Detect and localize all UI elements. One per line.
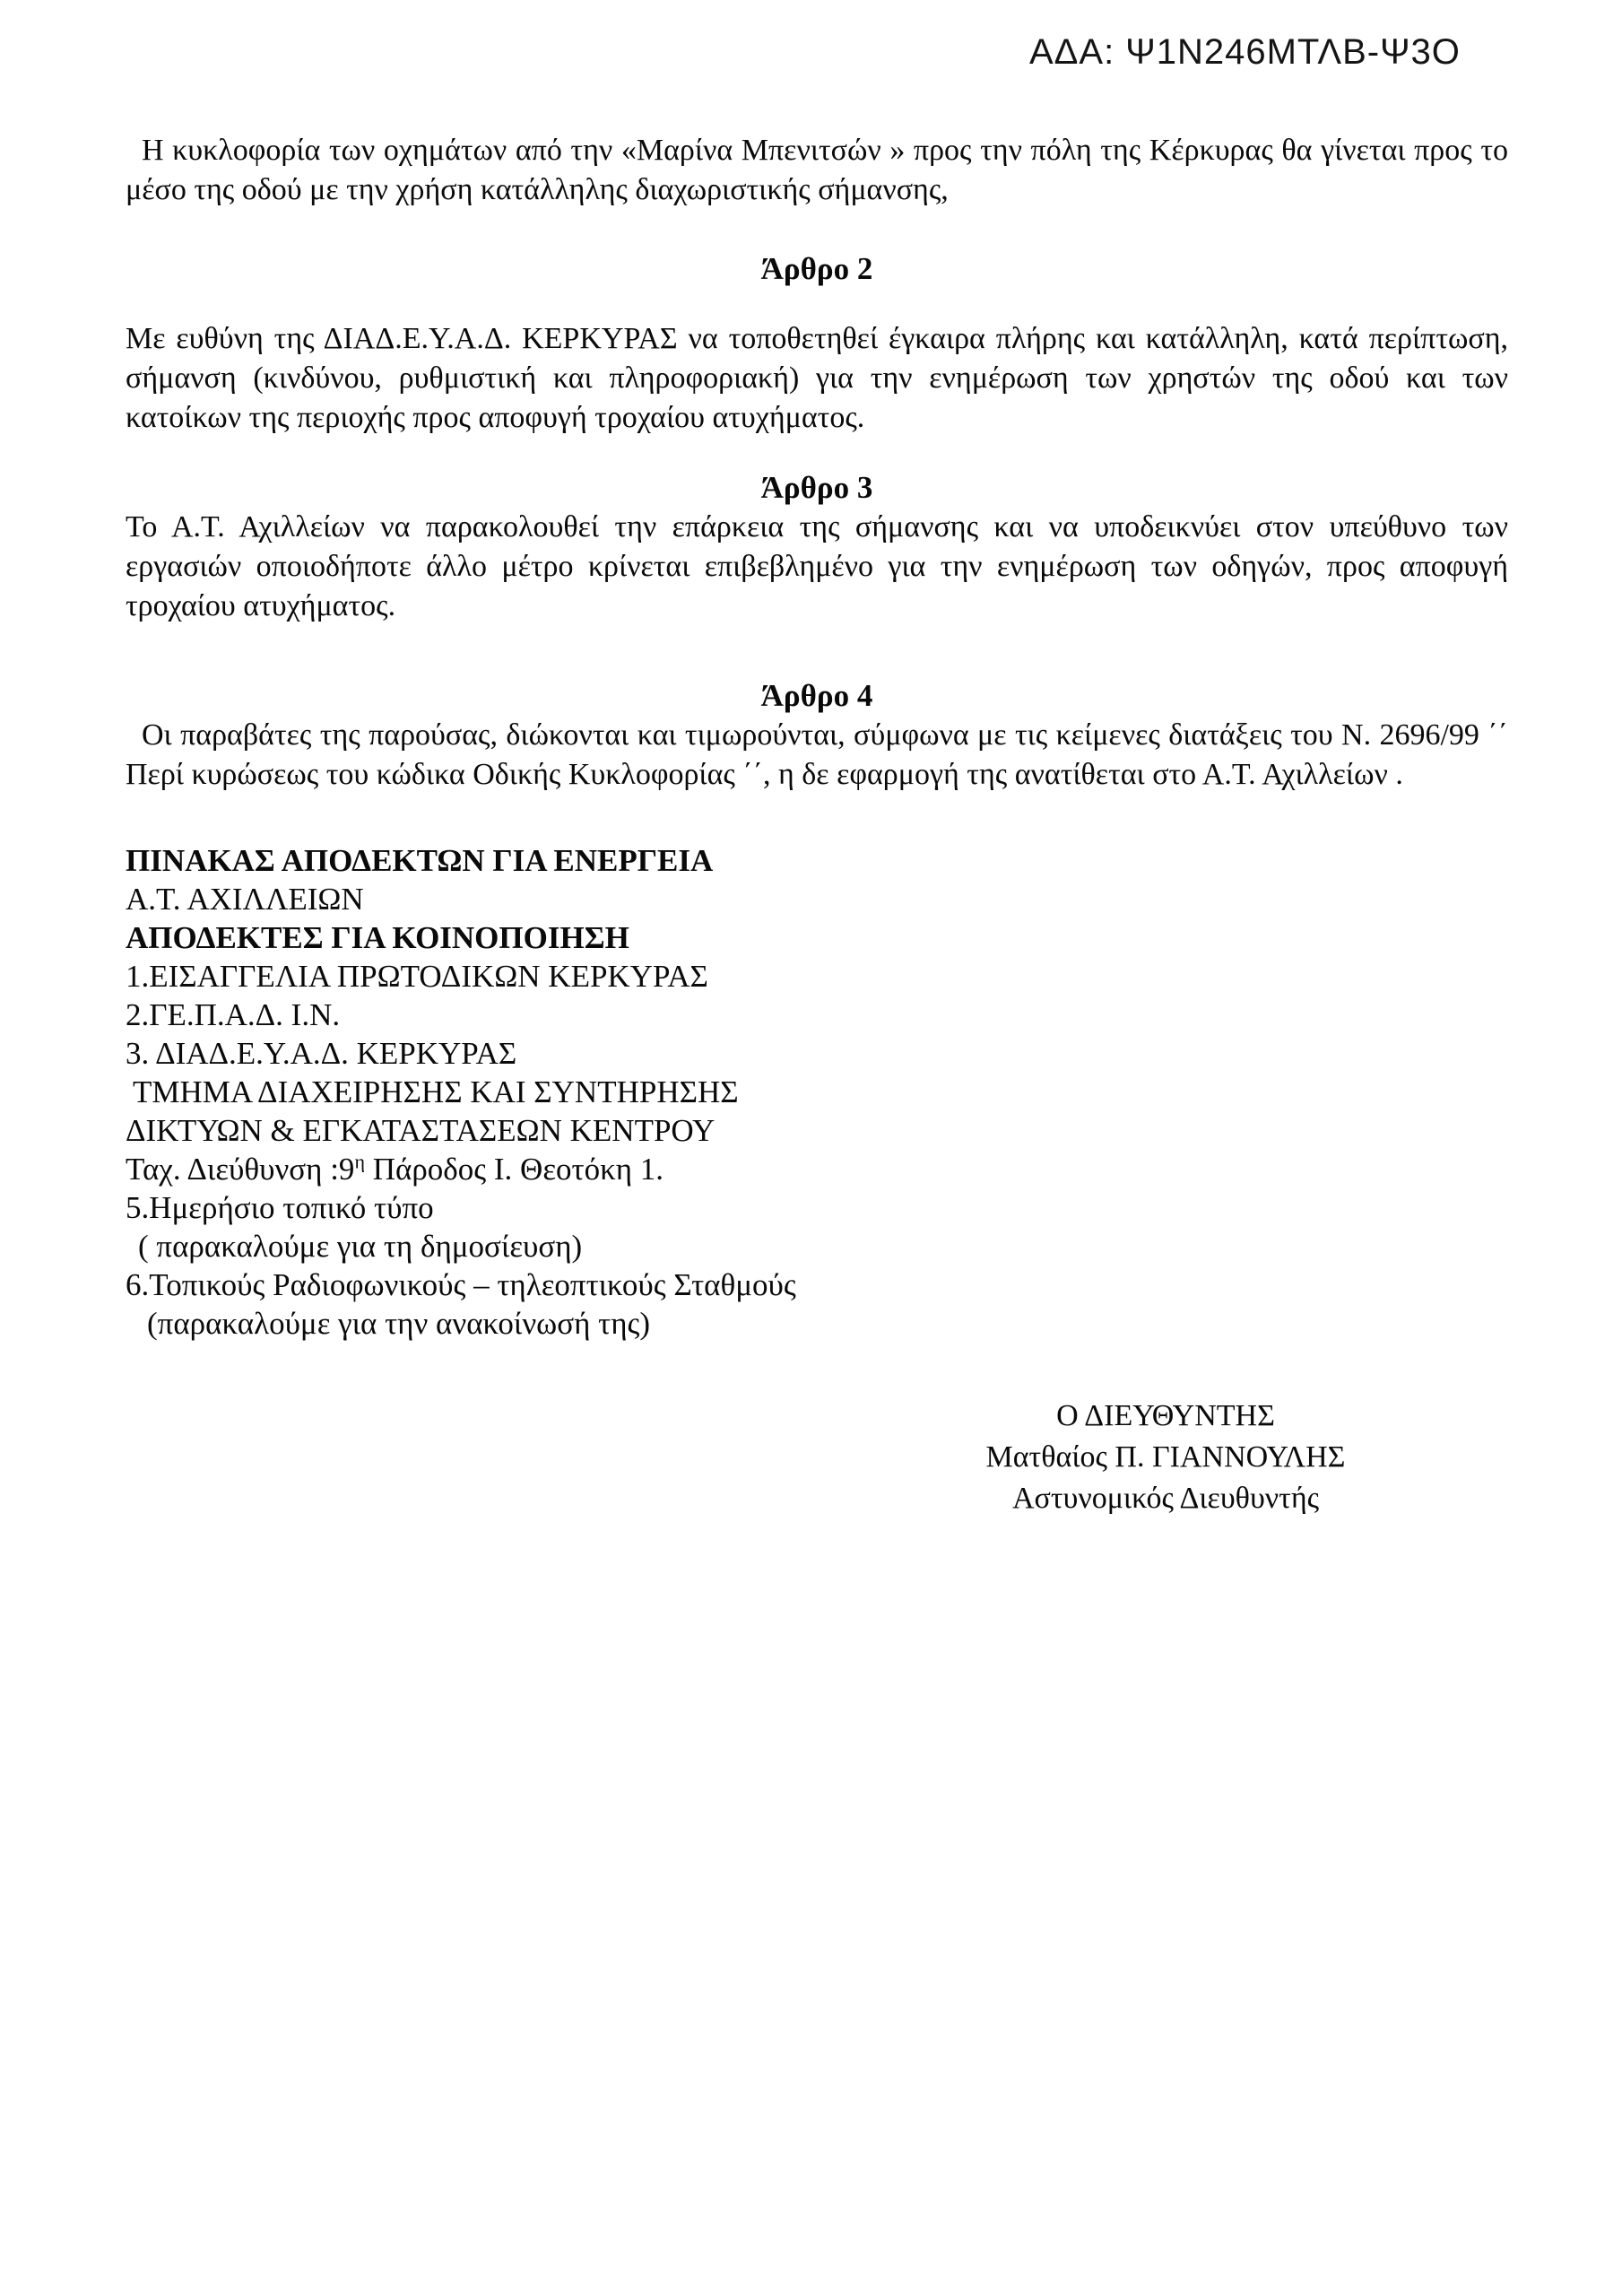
signature-name: Ματθαίος Π. ΓΙΑΝΝΟΥΛΗΣ [985,1440,1346,1474]
recipient-notify-item-5: 5.Ημερήσιο τοπικό τύπο [126,1190,434,1225]
signature-title: Ο ΔΙΕΥΘΥΝΤΗΣ [1056,1399,1275,1432]
recipient-notify-item-1: 1.ΕΙΣΑΓΓΕΛΙΑ ΠΡΩΤΟΔΙΚΩΝ ΚΕΡΚΥΡΑΣ [126,959,708,994]
intro-paragraph: Η κυκλοφορία των οχημάτων από την «Μαρίνα Μπενιτσών » προς την πόλη της Κέρκυρας θα γίνεται προς το μέσο της οδού με την χρήση κατάλληλης διαχωριστικής σήμανσης, [126,134,1508,206]
recipient-notify-item-6: 6.Τοπικούς Ραδιοφωνικούς – τηλεοπτικούς Σταθμούς [126,1267,796,1302]
recipients-list [126,841,1508,1343]
article-3-heading: Άρθρο 3 [760,470,873,505]
recipients-notify-heading: ΑΠΟΔΕΚΤΕΣ ΓΙΑ ΚΟΙΝΟΠΟΙΗΣΗ [126,920,629,955]
article-4-paragraph: Οι παραβάτες της παρούσας, διώκονται και τιμωρούνται, σύμφωνα με τις κείμενες διατάξεις του Ν. 2696/99 ΄΄ Περί κυρώσεως του κώδικα Οδικής Κυκλοφορίας ΄΄, η δε εφαρμογή της ανατίθεται στο Α.Τ. Αχιλλείων . [126,718,1508,791]
article-3-paragraph: Το Α.Τ. Αχιλλείων να παρακολουθεί την επάρκεια της σήμανσης και να υποδεικνύει στον υπεύθυνο των εργασιών οποιοδήποτε άλλο μέτρο κρίνεται επιβεβλημένο για την ενημέρωση των οδηγών, προς αποφυγή τροχαίου ατυχήματος. [126,510,1508,622]
ada-code-header: ΑΔΑ: Ψ1Ν246ΜΤΛΒ-Ψ3Ο [1029,32,1461,72]
postal-address-superscript: η [354,1150,365,1173]
recipient-notify-item-5-note: ( παρακαλούμε για τη δημοσίευση) [138,1229,583,1264]
recipient-notify-item-3: 3. ΔΙΑΔ.Ε.Υ.Α.Δ. ΚΕΡΚΥΡΑΣ [126,1036,517,1071]
recipients-action-heading: ΠΙΝΑΚΑΣ ΑΠΟΔΕΚΤΩΝ ΓΙΑ ΕΝΕΡΓΕΙΑ [126,843,714,878]
article-2-paragraph: Με ευθύνη της ΔΙΑΔ.Ε.Υ.Α.Δ. ΚΕΡΚΥΡΑΣ να τοποθετηθεί έγκαιρα πλήρης και κατάλληλη, κατά περίπτωση, σήμανση (κινδύνου, ρυθμιστική και πληροφοριακή) για την ενημέρωση των χρηστών της οδού και των κατοίκων της περιοχής προς αποφυγή τροχαίου ατυχήματος. [126,322,1508,434]
article-2-heading: Άρθρο 2 [760,251,873,286]
recipient-action-item: Α.Τ. ΑΧΙΛΛΕΙΩΝ [126,882,364,917]
postal-address-pre: Ταχ. Διεύθυνση :9 [126,1152,355,1187]
signature-rank: Αστυνομικός Διευθυντής [1011,1482,1320,1515]
postal-address-post: Πάροδος Ι. Θεοτόκη 1. [364,1152,664,1187]
signature-block [941,1396,1390,1519]
recipient-postal-address [126,1150,1508,1188]
recipient-notify-item-2: 2.ΓΕ.Π.Α.Δ. Ι.Ν. [126,997,341,1032]
recipient-notify-item-3-dept2: ΔΙΚΤΥΩΝ & ΕΓΚΑΤΑΣΤΑΣΕΩΝ ΚΕΝΤΡΟΥ [126,1113,716,1148]
article-4-heading: Άρθρο 4 [760,678,873,713]
recipient-notify-item-3-dept: ΤΜΗΜΑ ΔΙΑΧΕΙΡΗΣΗΣ ΚΑΙ ΣΥΝΤΗΡΗΣΗΣ [133,1074,739,1109]
recipient-notify-item-6-note: (παρακαλούμε για την ανακοίνωσή της) [147,1306,651,1341]
document-body [126,131,1508,1343]
